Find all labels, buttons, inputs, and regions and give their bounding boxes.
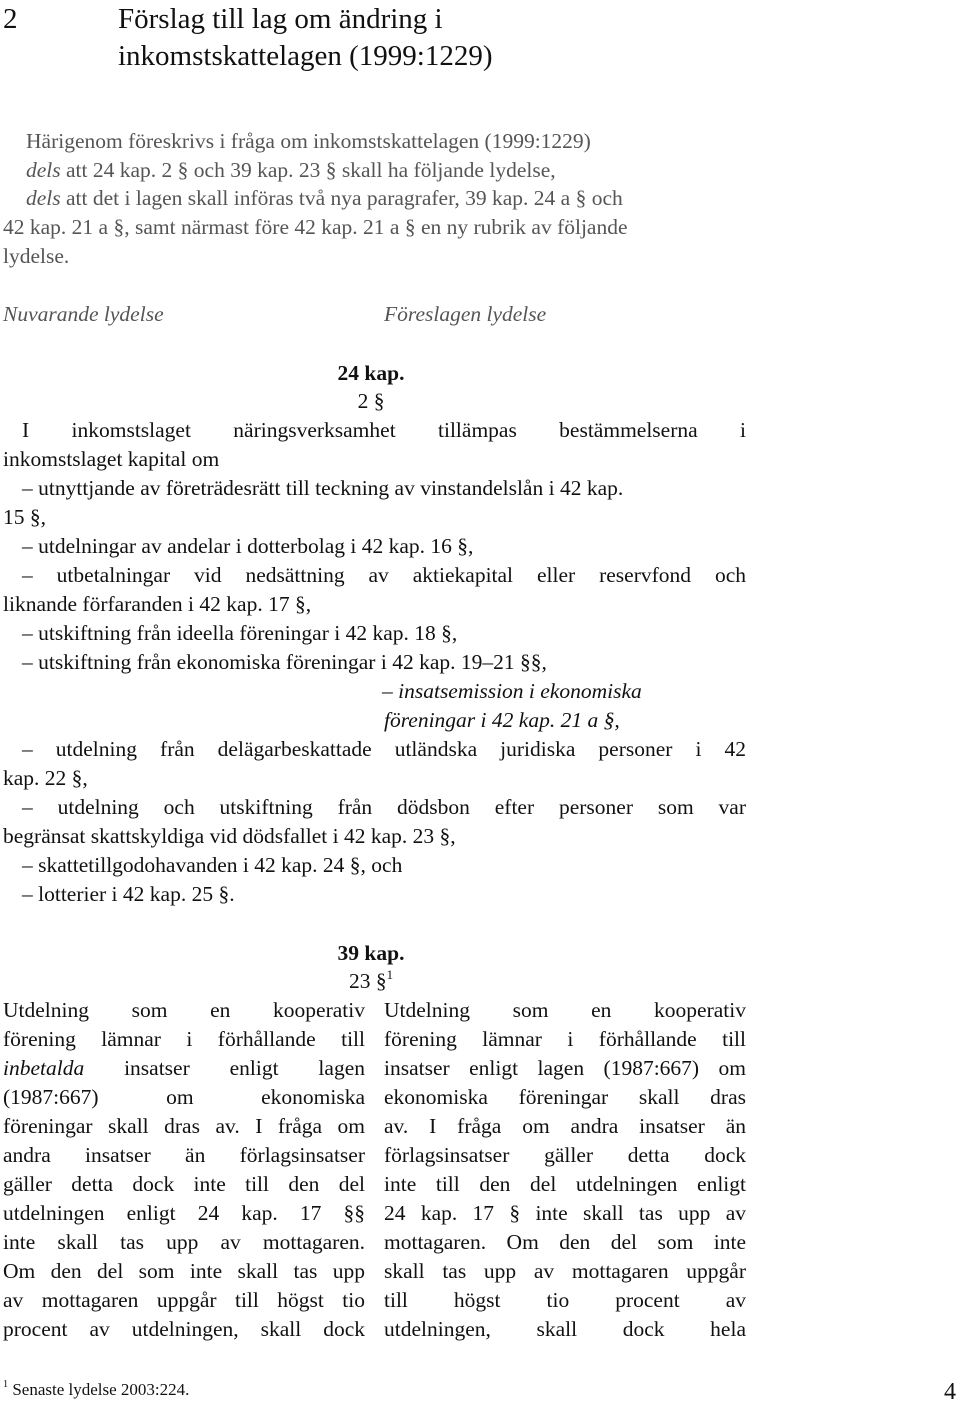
ch24-new-line2: föreningar i 42 kap. 21 a §, bbox=[384, 708, 620, 732]
right-line-3: insatser enligt lagen (1987:667) om bbox=[384, 1056, 746, 1080]
column-proposed-text bbox=[384, 996, 746, 1344]
chapter39-section bbox=[0, 967, 742, 996]
right-line-12: utdelningen, skall dock hela bbox=[384, 1317, 746, 1341]
chapter24-heading: 24 kap. bbox=[337, 361, 405, 385]
intro-line3-text: att det i lagen skall införas två nya paragrafer, 39 kap. 24 a § och bbox=[60, 186, 623, 210]
ch24-line-1: inkomstslaget kapital om bbox=[3, 447, 220, 471]
heading-title-line2: inkomstskattelagen (1999:1229) bbox=[118, 40, 493, 72]
heading-number: 2 bbox=[3, 3, 18, 35]
ch24-after-2: – utdelning och utskiftning från dödsbon efter personer som var bbox=[22, 795, 746, 819]
left-line-8: utdelningen enligt 24 kap. 17 §§ bbox=[3, 1201, 365, 1225]
footnote-text: Senaste lydelse 2003:224. bbox=[12, 1380, 190, 1399]
intro-line4: 42 kap. 21 a §, samt närmast före 42 kap. 21 a § en ny rubrik av följande bbox=[3, 215, 628, 239]
footnote-ref: 1 bbox=[386, 967, 394, 982]
right-line-4: ekonomiska föreningar skall dras bbox=[384, 1085, 746, 1109]
inbetalda-emphasis: inbetalda bbox=[3, 1056, 85, 1080]
ch24-after-5: – lotterier i 42 kap. 25 §. bbox=[22, 882, 235, 906]
dels-emphasis: dels bbox=[26, 158, 61, 182]
right-line-5: av. I fråga om andra insatser än bbox=[384, 1114, 746, 1138]
right-line-6: förlagsinsatser gäller detta dock bbox=[384, 1143, 746, 1167]
intro-line3 bbox=[26, 184, 623, 213]
footnote bbox=[3, 1378, 189, 1402]
right-line-9: mottagaren. Om den del som inte bbox=[384, 1230, 746, 1254]
right-line-7: inte till den del utdelningen enligt bbox=[384, 1172, 746, 1196]
left-line-4: (1987:667) om ekonomiska bbox=[3, 1085, 365, 1109]
left-line-1: Utdelning som en kooperativ bbox=[3, 998, 365, 1022]
left-line-3-rest: insatser enligt lagen bbox=[84, 1056, 365, 1080]
page-number: 4 bbox=[944, 1379, 956, 1405]
ch24-line-0: I inkomstslaget näringsverksamhet tillämpas bestämmelserna i bbox=[22, 418, 746, 442]
left-line-12: procent av utdelningen, skall dock bbox=[3, 1317, 365, 1341]
right-line-11: till högst tio procent av bbox=[384, 1288, 746, 1312]
left-line-5: föreningar skall dras av. I fråga om bbox=[3, 1114, 365, 1138]
ch24-after-1: kap. 22 §, bbox=[3, 766, 88, 790]
left-line-6: andra insatser än förlagsinsatser bbox=[3, 1143, 365, 1167]
ch24-after-4: – skattetillgodohavanden i 42 kap. 24 §, och bbox=[22, 853, 403, 877]
ch24-new-line1: – insatsemission i ekonomiska bbox=[382, 679, 642, 703]
intro-line2 bbox=[26, 156, 556, 185]
right-line-10: skall tas upp av mottagaren uppgår bbox=[384, 1259, 746, 1283]
footnote-marker: 1 bbox=[3, 1379, 9, 1391]
column-header-proposed: Föreslagen lydelse bbox=[384, 302, 547, 326]
ch24-after-0: – utdelning från delägarbeskattade utländska juridiska personer i 42 bbox=[22, 737, 746, 761]
column-current-text bbox=[3, 996, 365, 1344]
ch24-line-4: – utdelningar av andelar i dotterbolag i 42 kap. 16 §, bbox=[22, 534, 474, 558]
ch24-line-8: – utskiftning från ekonomiska föreningar i 42 kap. 19–21 §§, bbox=[22, 650, 547, 674]
right-line-8: 24 kap. 17 § inte skall tas upp av bbox=[384, 1201, 746, 1225]
intro-line2-text: att 24 kap. 2 § och 39 kap. 23 § skall ha följande lydelse, bbox=[60, 158, 556, 182]
right-line-2: förening lämnar i förhållande till bbox=[384, 1027, 746, 1051]
left-line-9: inte skall tas upp av mottagaren. bbox=[3, 1230, 365, 1254]
ch24-line-5: – utbetalningar vid nedsättning av aktiekapital eller reservfond och bbox=[22, 563, 746, 587]
chapter24-section: 2 § bbox=[357, 389, 385, 413]
ch24-line-7: – utskiftning från ideella föreningar i 42 kap. 18 §, bbox=[22, 621, 458, 645]
intro-line1: Härigenom föreskrivs i fråga om inkomstskattelagen (1999:1229) bbox=[26, 129, 591, 153]
dels-emphasis: dels bbox=[26, 186, 61, 210]
left-line-3 bbox=[3, 1054, 365, 1083]
ch24-line-2: – utnyttjande av företrädesrätt till teckning av vinstandelslån i 42 kap. bbox=[22, 476, 624, 500]
left-line-2: förening lämnar i förhållande till bbox=[3, 1027, 365, 1051]
ch24-after-3: begränsat skattskyldiga vid dödsfallet i 42 kap. 23 §, bbox=[3, 824, 456, 848]
intro-line5: lydelse. bbox=[3, 244, 70, 268]
left-line-7: gäller detta dock inte till den del bbox=[3, 1172, 365, 1196]
chapter39-heading: 39 kap. bbox=[337, 941, 405, 965]
ch24-line-6: liknande förfaranden i 42 kap. 17 §, bbox=[3, 592, 312, 616]
column-header-current: Nuvarande lydelse bbox=[3, 302, 164, 326]
heading-title-line1: Förslag till lag om ändring i bbox=[118, 3, 443, 35]
right-line-1: Utdelning som en kooperativ bbox=[384, 998, 746, 1022]
ch24-line-3: 15 §, bbox=[3, 505, 46, 529]
left-line-11: av mottagaren uppgår till högst tio bbox=[3, 1288, 365, 1312]
chapter39-section-text: 23 § bbox=[348, 969, 387, 993]
left-line-10: Om den del som inte skall tas upp bbox=[3, 1259, 365, 1283]
